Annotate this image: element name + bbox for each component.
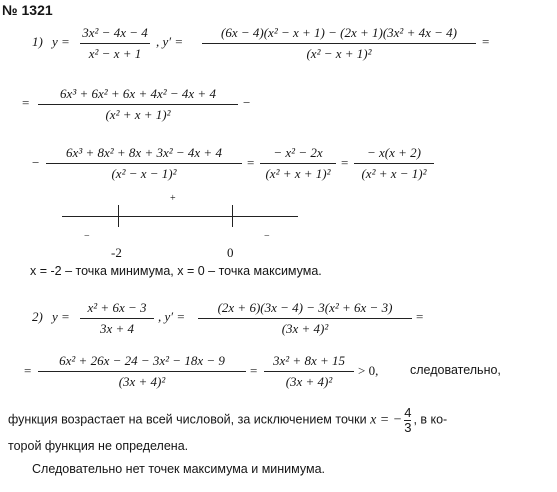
greater-than-zero: > 0, <box>358 363 379 378</box>
part2-derivative-fraction <box>198 300 412 337</box>
part1-line2-fraction <box>38 86 238 123</box>
part1-function-denominator: x² − x + 1 <box>88 46 142 61</box>
equals-sign: = <box>22 95 30 110</box>
equals-sign: = <box>24 363 32 378</box>
number-line <box>62 216 298 217</box>
part1-function-numerator: 3x² − 4x − 4 <box>82 25 148 40</box>
part1-line3-fraction3 <box>354 145 434 182</box>
sign-middle: + <box>170 193 176 204</box>
equals-sign: = <box>416 309 424 324</box>
part2-text-a: функция возрастает на всей числовой, за исключением точки <box>8 412 367 427</box>
x-equals: x = − <box>370 412 403 428</box>
part1-line3-f2-numerator: − x² − 2x <box>273 145 323 160</box>
part2-line2-f2-denominator: (3x + 4)² <box>285 374 333 389</box>
part2-line2-denominator: (3x + 4)² <box>118 374 166 389</box>
part1-line2-numerator: 6x³ + 6x² + 6x + 4x² − 4x + 4 <box>60 86 216 101</box>
problem-number: № 1321 <box>2 2 53 18</box>
part1-derivative-numerator: (6x − 4)(x² − x + 1) − (2x + 1)(3x² + 4x − 4) <box>221 25 457 40</box>
part1-function-fraction <box>80 25 150 62</box>
tick-mark <box>118 205 119 227</box>
equals-sign: = <box>247 155 255 170</box>
part1-deriv-prefix: , y′ = <box>156 34 184 49</box>
part2-function-denominator: 3x + 4 <box>99 321 135 336</box>
part1-line3-fraction <box>46 145 242 182</box>
tick-label-minus-two: -2 <box>111 245 122 260</box>
part2-text-line1 <box>8 406 447 434</box>
fraction-numerator: 4 <box>404 405 412 420</box>
part1-conclusion: x = -2 – точка минимума, x = 0 – точка максимума. <box>30 264 322 278</box>
part1-line2-denominator: (x² + x + 1)² <box>105 107 171 122</box>
part1-line3-f3-numerator: − x(x + 2) <box>367 145 421 160</box>
part2-text-line3: Следовательно нет точек максимума и минимума. <box>32 462 326 476</box>
part2-y-eq: y = <box>52 309 70 324</box>
part1-derivative-fraction <box>202 25 476 62</box>
part2-line2-f2-numerator: 3x² + 8x + 15 <box>273 353 345 368</box>
minus-four-thirds-fraction <box>404 406 411 434</box>
fraction-denominator: 3 <box>404 419 412 435</box>
part2-function-numerator: x² + 6x − 3 <box>87 300 147 315</box>
part2-text-b: , в ко- <box>413 412 448 427</box>
minus-sign: − <box>32 155 40 170</box>
sign-right: − <box>264 231 270 242</box>
minus-sign: − <box>243 95 251 110</box>
equals-sign: = <box>482 34 490 49</box>
part2-line2-fraction <box>38 353 246 390</box>
part2-line2-numerator: 6x² + 26x − 24 − 3x² − 18x − 9 <box>59 353 225 368</box>
part2-line2-fraction2 <box>264 353 354 390</box>
equals-sign: = <box>250 363 258 378</box>
part1-derivative-denominator: (x² − x + 1)² <box>306 46 372 61</box>
part1-label: 1) <box>32 34 43 49</box>
sign-left: − <box>84 231 90 242</box>
tick-label-zero: 0 <box>227 245 234 260</box>
equals-sign: = <box>341 155 349 170</box>
part1-line3-f2-denominator: (x² + x + 1)² <box>265 166 331 181</box>
part2-function-fraction <box>80 300 154 337</box>
therefore-word: следовательно, <box>410 363 501 377</box>
part2-derivative-denominator: (3x + 4)² <box>281 321 329 336</box>
part2-derivative-numerator: (2x + 6)(3x − 4) − 3(x² + 6x − 3) <box>217 300 393 315</box>
part1-line3-numerator: 6x³ + 8x² + 8x + 3x² − 4x + 4 <box>66 145 222 160</box>
part1-line3-fraction2 <box>260 145 336 182</box>
part1-line3-denominator: (x² − x − 1)² <box>111 166 177 181</box>
part2-text-line2: торой функция не определена. <box>8 439 189 453</box>
part2-label: 2) <box>32 309 43 324</box>
part1-line3-f3-denominator: (x² + x − 1)² <box>361 166 427 181</box>
tick-mark <box>232 205 233 227</box>
part1-y-eq: y = <box>52 34 70 49</box>
part2-deriv-prefix: , y′ = <box>158 309 186 324</box>
